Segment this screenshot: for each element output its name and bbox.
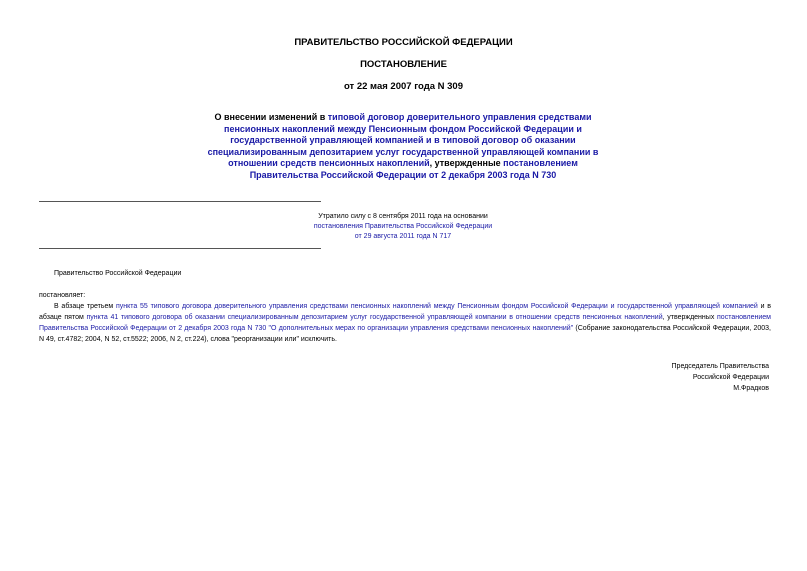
- title-link-model-agreements[interactable]: типовой договор доверительного управления средствами пенсионных накоплений между Пенсионным фондом Российской Федерации и государственной управляющей компанией и в типовой договор об оказании специализированным депозитарием услуг государственной управляющей компании в отношении средств пенсионных накоплений: [207, 112, 599, 169]
- paragraph-link-clause-41[interactable]: пункта 41 типового договора об оказании специализированным депозитарием услуг государственной управляющей компании в отношении средств пенсионных накоплений: [86, 314, 663, 321]
- divider-top: [39, 201, 321, 202]
- signatory-title-line2: Российской Федерации: [692, 374, 769, 381]
- paragraph-text: В абзаце третьем: [54, 303, 116, 310]
- document-title: [203, 112, 603, 182]
- paragraph-link-decree-730[interactable]: постановлением Правительства Российской Федерации от 2 декабря 2003 года N 730 "О дополнительных мерах по организации управления средствами пенсионных накоплений": [39, 314, 771, 332]
- title-link-decree-730[interactable]: постановлением Правительства Российской Федерации от 2 декабря 2003 года N 730: [249, 158, 578, 180]
- paragraph-text: (Собрание законодательства Российской Федерации, 2003, N 49, ст.4782; 2004, N 52, ст.5522; 2006, N 2, ст.224), слова "реорганизации или" исключить.: [39, 325, 771, 343]
- signatory-name: М.Фрадков: [733, 385, 769, 392]
- paragraph-link-clause-55[interactable]: пункта 55 типового договора доверительного управления средствами пенсионных накоплений между Пенсионным фондом Российской Федерации и государственной управляющей компанией: [115, 303, 758, 310]
- title-text: , утвержденные: [429, 158, 504, 169]
- paragraph-text: , утвержденных: [662, 314, 718, 321]
- signatory-title: Председатель Правительства: [671, 363, 769, 370]
- document-type-heading: ПОСТАНОВЛЕНИЕ: [360, 59, 447, 70]
- validity-note-link-date[interactable]: от 29 августа 2011 года N 717: [354, 233, 452, 240]
- decree-paragraph: [39, 301, 771, 345]
- document-date-number: от 22 мая 2007 года N 309: [343, 81, 464, 92]
- government-heading: ПРАВИТЕЛЬСТВО РОССИЙСКОЙ ФЕДЕРАЦИИ: [294, 37, 513, 48]
- issuing-body: Правительство Российской Федерации: [54, 270, 182, 277]
- validity-note: Утратило силу с 8 сентября 2011 года на основании: [318, 213, 488, 220]
- paragraph-text: и в абзаце пятом: [39, 303, 771, 321]
- validity-note-link[interactable]: постановления Правительства Российской Федерации: [313, 223, 493, 230]
- decree-verb: постановляет:: [39, 292, 86, 299]
- title-text: О внесении изменений в: [214, 112, 328, 122]
- divider-bottom: [39, 248, 321, 249]
